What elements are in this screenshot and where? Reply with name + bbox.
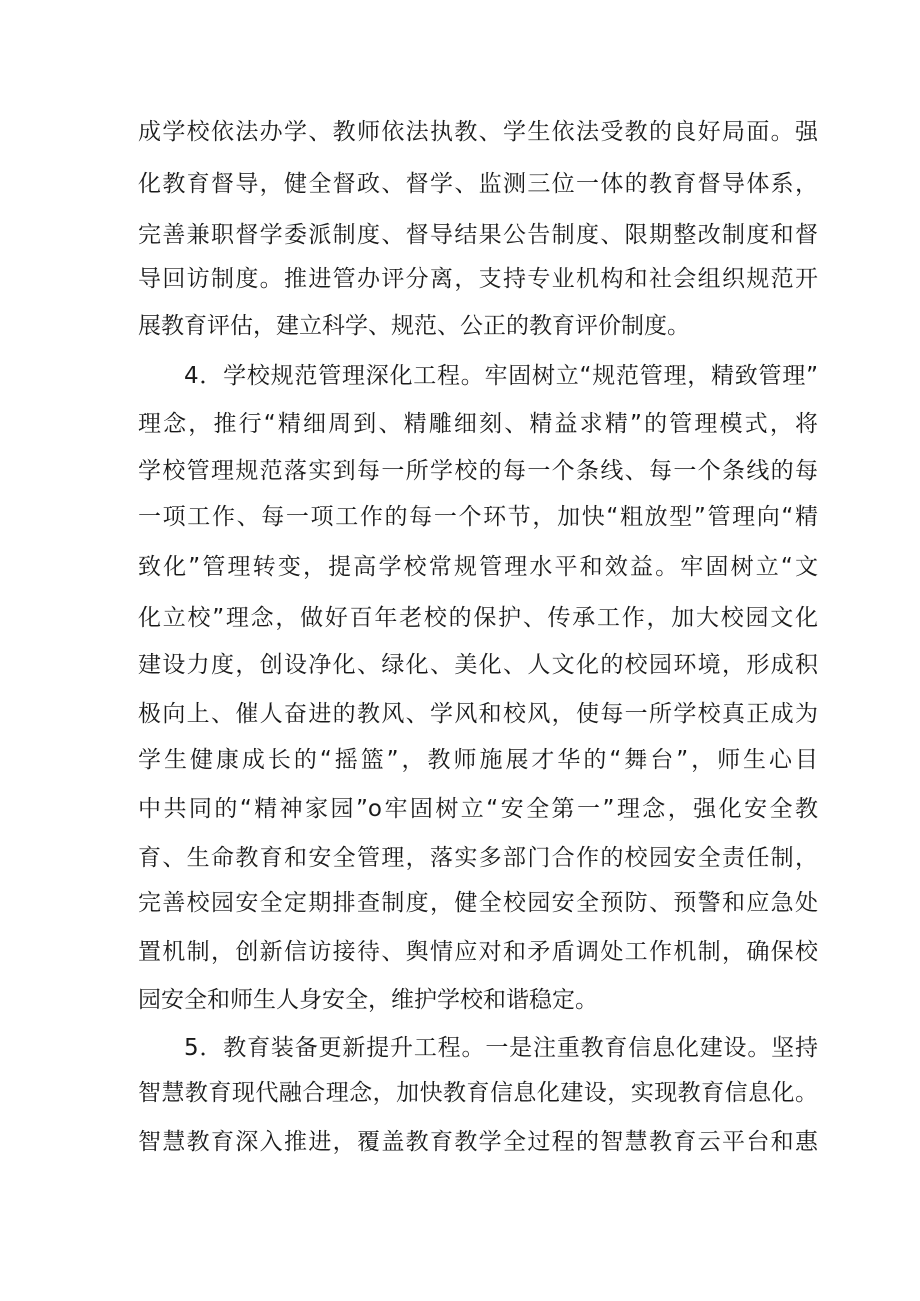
paragraph-line: 一项工作、每一项工作的每一个环节，加快“粗放型”管理向“精: [138, 504, 818, 530]
paragraph-line: 化教育督导，健全督政、督学、监测三位一体的教育督导体系，: [138, 171, 818, 197]
paragraph-line: 展教育评估，建立科学、规范、公正的教育评价制度。: [138, 313, 690, 339]
paragraph-line: 园安全和师生人身安全，维护学校和谐稳定。: [138, 987, 598, 1013]
paragraph-line: 极向上、催人奋进的教风、学风和校风，使每一所学校真正成为: [138, 701, 818, 727]
paragraph-line: 育、生命教育和安全管理，落实多部门合作的校园安全责任制，: [138, 845, 818, 871]
paragraph-line: 智慧教育现代融合理念，加快教育信息化建设，实现教育信息化。: [138, 1080, 818, 1106]
paragraph-line: 完善校园安全定期排查制度，健全校园安全预防、预警和应急处: [138, 890, 818, 916]
paragraph-line: 学生健康成长的“摇篮”，教师施展才华的“舞台”，师生心目: [138, 747, 818, 773]
paragraph-line: 建设力度，创设净化、绿化、美化、人文化的校园环境，形成积: [138, 652, 818, 678]
paragraph-heading-line: 5．教育装备更新提升工程。一是注重教育信息化建设。坚持: [184, 1035, 818, 1061]
paragraph-heading-line: 4．学校规范管理深化工程。牢固树立“规范管理，精致管理”: [184, 363, 818, 389]
paragraph-line: 化立校”理念，做好百年老校的保护、传承工作，加大校园文化: [138, 605, 818, 631]
paragraph-line: 置机制，创新信访接待、舆情应对和矛盾调处工作机制，确保校: [138, 939, 818, 965]
paragraph-line: 学校管理规范落实到每一所学校的每一个条线、每一个条线的每: [138, 458, 818, 484]
paragraph-line: 理念，推行“精细周到、精雕细刻、精益求精”的管理模式，将: [138, 411, 818, 437]
paragraph-line: 成学校依法办学、教师依法执教、学生依法受教的良好局面。强: [138, 119, 818, 145]
paragraph-line: 智慧教育深入推进，覆盖教育教学全过程的智慧教育云平台和惠: [138, 1129, 818, 1155]
paragraph-line: 导回访制度。推进管办评分离，支持专业机构和社会组织规范开: [138, 266, 818, 292]
paragraph-line: 中共同的“精神家园”o牢固树立“安全第一”理念，强化安全教: [138, 796, 818, 822]
paragraph-line: 完善兼职督学委派制度、督导结果公告制度、限期整改制度和督: [138, 222, 818, 248]
paragraph-line: 致化”管理转变，提高学校常规管理水平和效益。牢固树立“文: [138, 554, 818, 580]
